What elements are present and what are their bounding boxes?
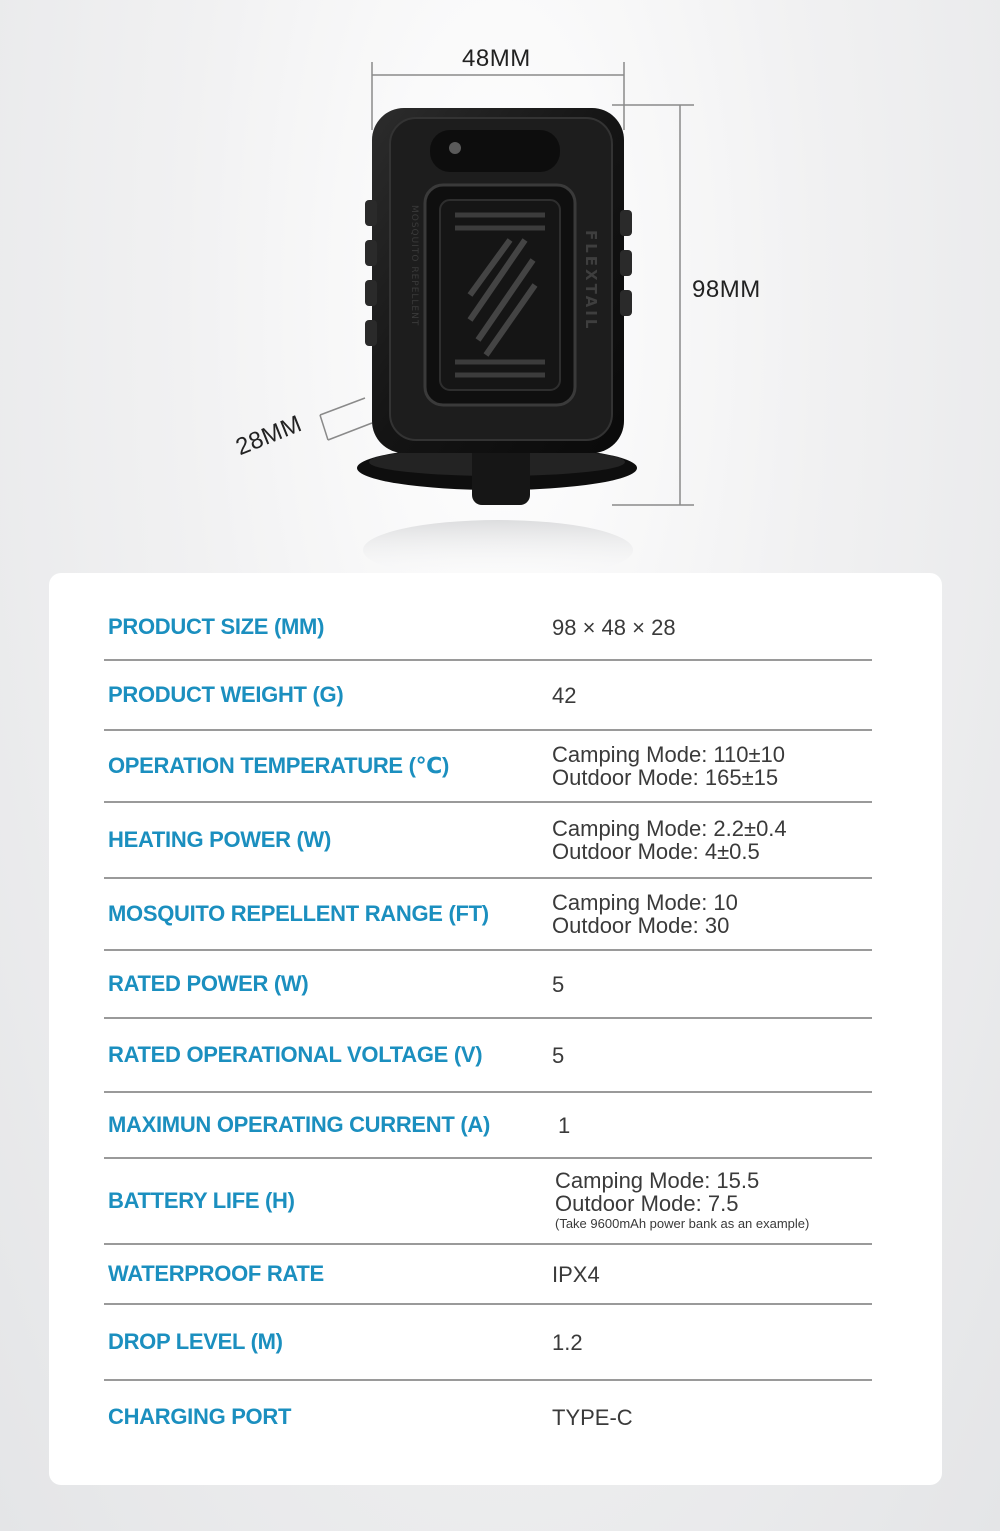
spec-label: CHARGING PORT [108, 1404, 292, 1429]
floor-reflection [363, 520, 633, 580]
spec-label: WATERPROOF RATE [108, 1261, 324, 1286]
brand-text: FLEXTAIL [582, 230, 600, 332]
spec-value: TYPE-C [552, 1404, 633, 1430]
table-row [104, 879, 872, 951]
spec-label: MOSQUITO REPELLENT RANGE (FT) [108, 901, 489, 926]
spec-value: 1 [558, 1112, 571, 1138]
spec-label: RATED POWER (W) [108, 971, 309, 996]
led-indicator [449, 142, 461, 154]
table-row [104, 1245, 872, 1305]
spec-value: 1.2 [552, 1329, 583, 1355]
spec-label: PRODUCT SIZE (MM) [108, 614, 325, 639]
table-row [104, 1305, 872, 1381]
table-row [104, 1093, 872, 1159]
depth-dimension-label: 28MM [232, 410, 306, 462]
spec-value: Camping Mode: 15.5 Outdoor Mode: 7.5 (Take 9600mAh power bank as an example) [555, 1168, 810, 1231]
spec-value: Camping Mode: 110±10 Outdoor Mode: 165±15 [552, 742, 786, 790]
table-row [104, 951, 872, 1019]
spec-value: IPX4 [552, 1261, 600, 1287]
table-row [104, 1381, 872, 1453]
spec-label: OPERATION TEMPERATURE (℃) [108, 753, 449, 778]
height-dimension-label: 98MM [692, 276, 761, 303]
side-text: MOSQUITO REPELLENT [409, 205, 419, 327]
spec-label: BATTERY LIFE (H) [108, 1188, 295, 1213]
spec-value: 98 × 48 × 28 [552, 614, 676, 640]
spec-label: PRODUCT WEIGHT (G) [108, 682, 344, 707]
width-dimension-label: 48MM [462, 45, 531, 72]
battery-note: (Take 9600mAh power bank as an example) [555, 1216, 810, 1231]
spec-value: Camping Mode: 2.2±0.4 Outdoor Mode: 4±0.5 [552, 816, 787, 864]
table-row [104, 731, 872, 803]
spec-label: DROP LEVEL (M) [108, 1329, 283, 1354]
table-row [104, 1159, 872, 1245]
spec-value: 5 [552, 1042, 565, 1068]
table-row [104, 595, 872, 661]
spec-value: Camping Mode: 10 Outdoor Mode: 30 [552, 890, 738, 938]
table-row [104, 661, 872, 731]
power-button [430, 130, 560, 172]
spec-label: HEATING POWER (W) [108, 827, 332, 852]
spec-value: 5 [552, 971, 565, 997]
spec-label: RATED OPERATIONAL VOLTAGE (V) [108, 1042, 483, 1067]
table-row [104, 1019, 872, 1093]
table-row [104, 803, 872, 879]
product-illustration [0, 0, 1000, 580]
spec-value: 42 [552, 682, 577, 708]
spec-label: MAXIMUN OPERATING CURRENT (A) [108, 1112, 490, 1137]
product-hero [0, 0, 1000, 580]
spec-table [49, 573, 942, 1485]
